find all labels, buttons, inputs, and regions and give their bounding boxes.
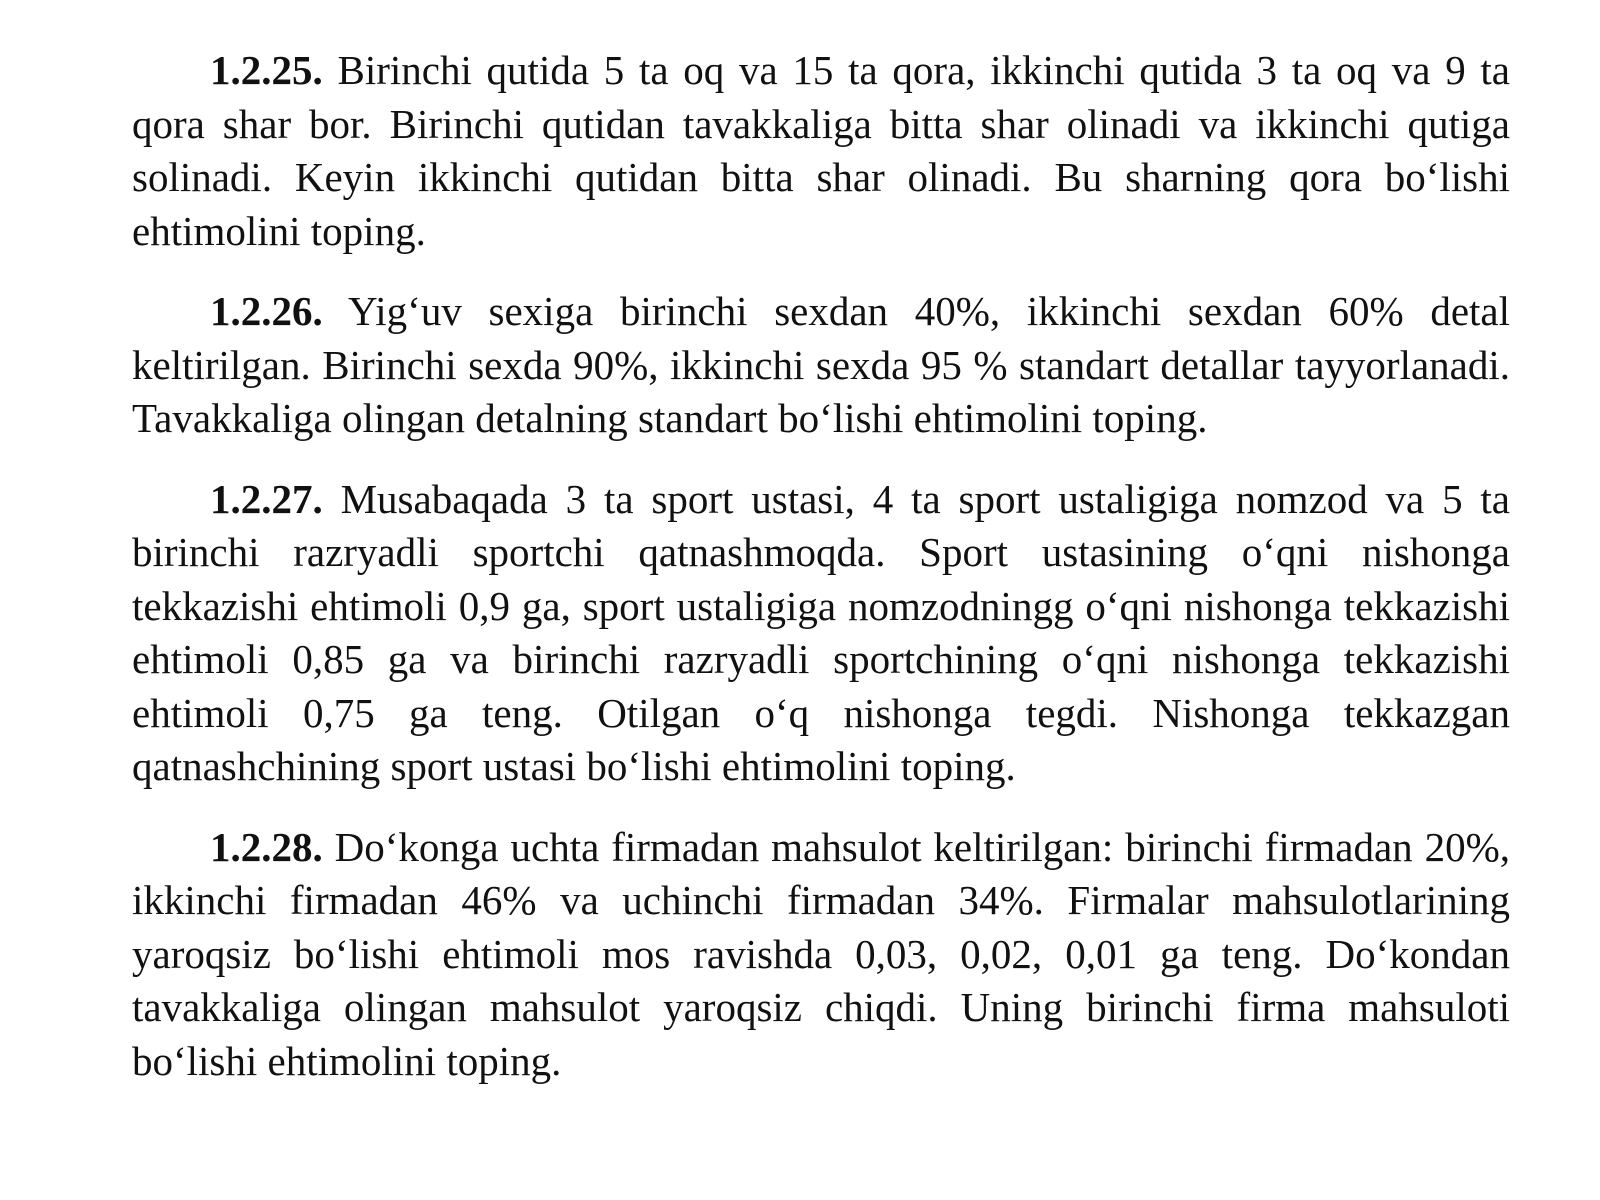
problem-text: Birinchi qutida 5 ta oq va 15 ta qora, ikkinchi qutida 3 ta oq va 9 ta qora shar bor. Birinchi qutidan tavakkaliga bitta shar olinadi va ikkinchi qutiga solinadi. Keyin ikkinchi qutidan bitta shar olinadi. Bu sharning qora boʻlishi ehtimolini toping. [132,47,1510,254]
problem-1-2-25 [132,44,1510,258]
problem-number: 1.2.27. [210,475,323,522]
problem-number: 1.2.26. [210,288,323,334]
problem-number: 1.2.25. [210,47,323,93]
problem-text: Musabaqada 3 ta sport ustasi, 4 ta sport ustaligiga nomzod va 5 ta birinchi razryadli sportchi qatnashmoqda. Sport ustasining oʻqni nishonga tekkazishi ehtimoli 0,9 ga, sport ustaligiga nomzodningg oʻqni nishonga tekkazishi ehtimoli 0,85 ga va birinchi razryadli sportchining oʻqni nishonga tekkazishi ehtimoli 0,75 ga teng. Otilgan oʻq nishonga tegdi. Nishonga tekkazgan qatnashchining sport ustasi boʻlishi ehtimolini toping. [132,475,1511,789]
problem-text: Doʻkonga uchta firmadan mahsulot keltirilgan: birinchi firmadan 20%, ikkinchi firmadan 46% va uchinchi firmadan 34%. Firmalar mahsulotlarining yaroqsiz boʻlishi ehtimoli mos ravishda 0,03, 0,02, 0,01 ga teng. Doʻkondan tavakkaliga olingan mahsulot yaroqsiz chiqdi. Uning birinchi firma mahsuloti boʻlishi ehtimolini toping. [132,823,1510,1084]
problem-text: Yigʻuv sexiga birinchi sexdan 40%, ikkinchi sexdan 60% detal keltirilgan. Birinchi sexda 90%, ikkinchi sexda 95 % standart detallar tayyorlanadi. Tavakkaliga olingan detalning standart boʻlishi ehtimolini toping. [132,288,1510,441]
problem-1-2-28 [132,821,1510,1089]
document-page [132,44,1510,1115]
problem-1-2-27 [132,473,1510,794]
problem-1-2-26 [132,285,1510,446]
problem-number: 1.2.28. [210,823,323,870]
